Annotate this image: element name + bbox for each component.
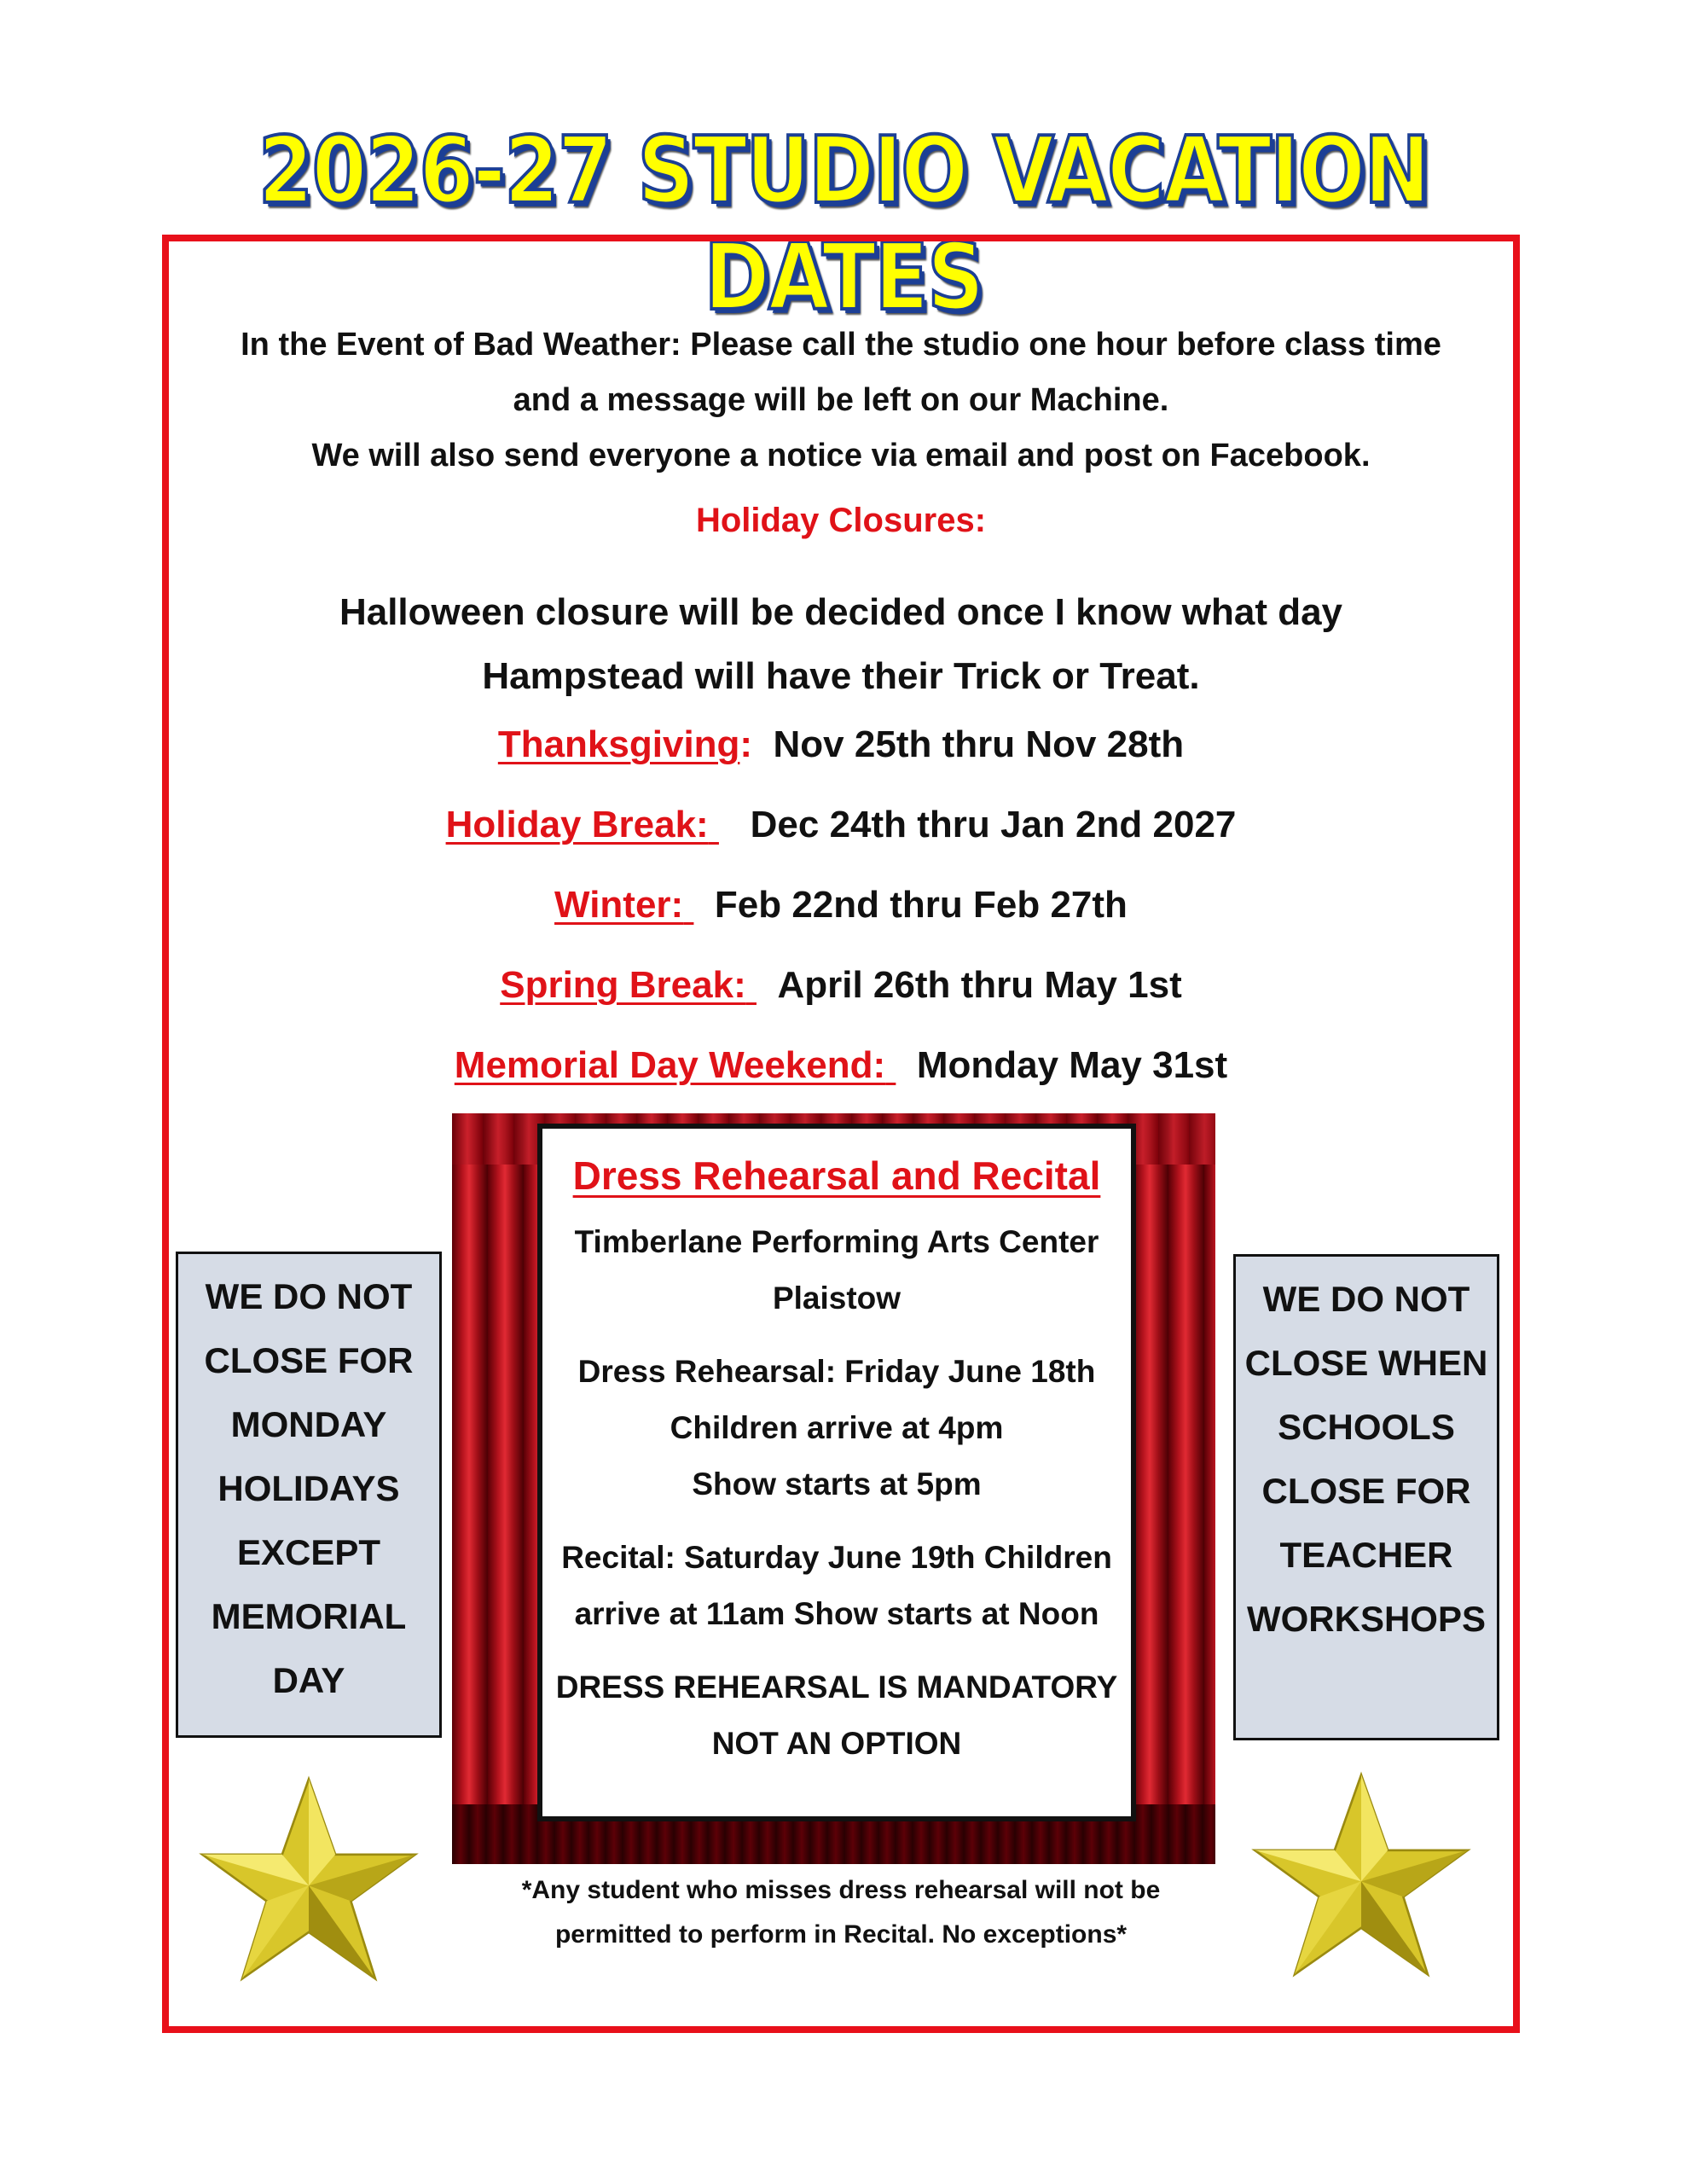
closure-spring-break: [162, 964, 1520, 1007]
box-line: WORKSHOPS: [1246, 1599, 1486, 1639]
dress-arrive: Children arrive at 4pm: [670, 1410, 1004, 1445]
closure-dates: Nov 25th thru Nov 28th: [773, 723, 1185, 765]
box-line: WE DO NOT: [205, 1276, 413, 1316]
recital-info-box: [537, 1124, 1136, 1821]
closure-dates: Monday May 31st: [916, 1044, 1228, 1086]
closure-label: Winter:: [554, 884, 684, 926]
holiday-closures-heading: Holiday Closures:: [695, 502, 987, 539]
closure-dates: April 26th thru May 1st: [777, 964, 1182, 1006]
box-line: CLOSE WHEN: [1244, 1343, 1488, 1383]
box-line: TEACHER: [1279, 1535, 1453, 1575]
box-line: DAY: [272, 1660, 345, 1700]
mandatory-line-2: NOT AN OPTION: [711, 1726, 962, 1761]
box-line: MEMORIAL: [211, 1596, 407, 1636]
box-line: CLOSE FOR: [204, 1340, 414, 1380]
closure-label: Holiday Break:: [445, 804, 709, 845]
monday-holidays-box: [176, 1252, 442, 1738]
venue-town: Plaistow: [772, 1281, 901, 1316]
footnote: [162, 1868, 1520, 1957]
curtain-stage-image: [452, 1113, 1215, 1864]
closure-thanksgiving: [162, 723, 1520, 766]
dress-start: Show starts at 5pm: [692, 1467, 982, 1502]
closure-winter: [162, 884, 1520, 926]
halloween-note: [162, 580, 1520, 708]
box-line: HOLIDAYS: [217, 1468, 400, 1508]
halloween-line-2: Hampstead will have their Trick or Treat.: [482, 655, 1200, 697]
footnote-line-1: *Any student who misses dress rehearsal will not be: [521, 1876, 1161, 1904]
box-line: SCHOOLS: [1278, 1407, 1455, 1447]
box-line: MONDAY: [230, 1404, 387, 1444]
venue: [542, 1214, 1131, 1327]
box-line: WE DO NOT: [1262, 1279, 1470, 1319]
notice-line-2: and a message will be left on our Machine.: [513, 382, 1169, 418]
closure-dates: Feb 22nd thru Feb 27th: [714, 884, 1128, 926]
recital-date: Recital: Saturday June 19th Children: [561, 1540, 1112, 1575]
footnote-line-2: permitted to perform in Recital. No exceptions*: [554, 1920, 1128, 1949]
recital-heading: Dress Rehearsal and Recital: [572, 1153, 1101, 1198]
closure-holiday-break: [162, 804, 1520, 846]
dress-date: Dress Rehearsal: Friday June 18th: [577, 1354, 1096, 1389]
notice-line-1: In the Event of Bad Weather: Please call the studio one hour before class time: [241, 327, 1441, 363]
bad-weather-notice: [162, 317, 1520, 484]
closure-label: Spring Break:: [500, 964, 746, 1006]
mandatory-line-1: DRESS REHEARSAL IS MANDATORY: [555, 1670, 1118, 1705]
closure-label: Memorial Day Weekend:: [454, 1044, 886, 1086]
mandatory-notice: [542, 1659, 1131, 1772]
box-line: EXCEPT: [236, 1532, 381, 1572]
recital-times: arrive at 11am Show starts at Noon: [574, 1596, 1099, 1631]
page-title: 2026-27 STUDIO VACATION DATES: [258, 118, 1429, 331]
closure-sep: :: [739, 723, 753, 765]
notice-line-3: We will also send everyone a notice via email and post on Facebook.: [311, 438, 1371, 473]
closure-label: Thanksgiving: [497, 723, 740, 765]
venue-name: Timberlane Performing Arts Center: [574, 1224, 1099, 1259]
closure-memorial-day: [162, 1044, 1520, 1087]
halloween-line-1: Halloween closure will be decided once I know what day: [339, 591, 1343, 633]
closure-dates: Dec 24th thru Jan 2nd 2027: [750, 804, 1237, 845]
teacher-workshops-box: [1233, 1254, 1499, 1740]
dress-rehearsal-info: [542, 1344, 1131, 1513]
recital-info: [542, 1530, 1131, 1642]
box-line: CLOSE FOR: [1261, 1471, 1471, 1511]
